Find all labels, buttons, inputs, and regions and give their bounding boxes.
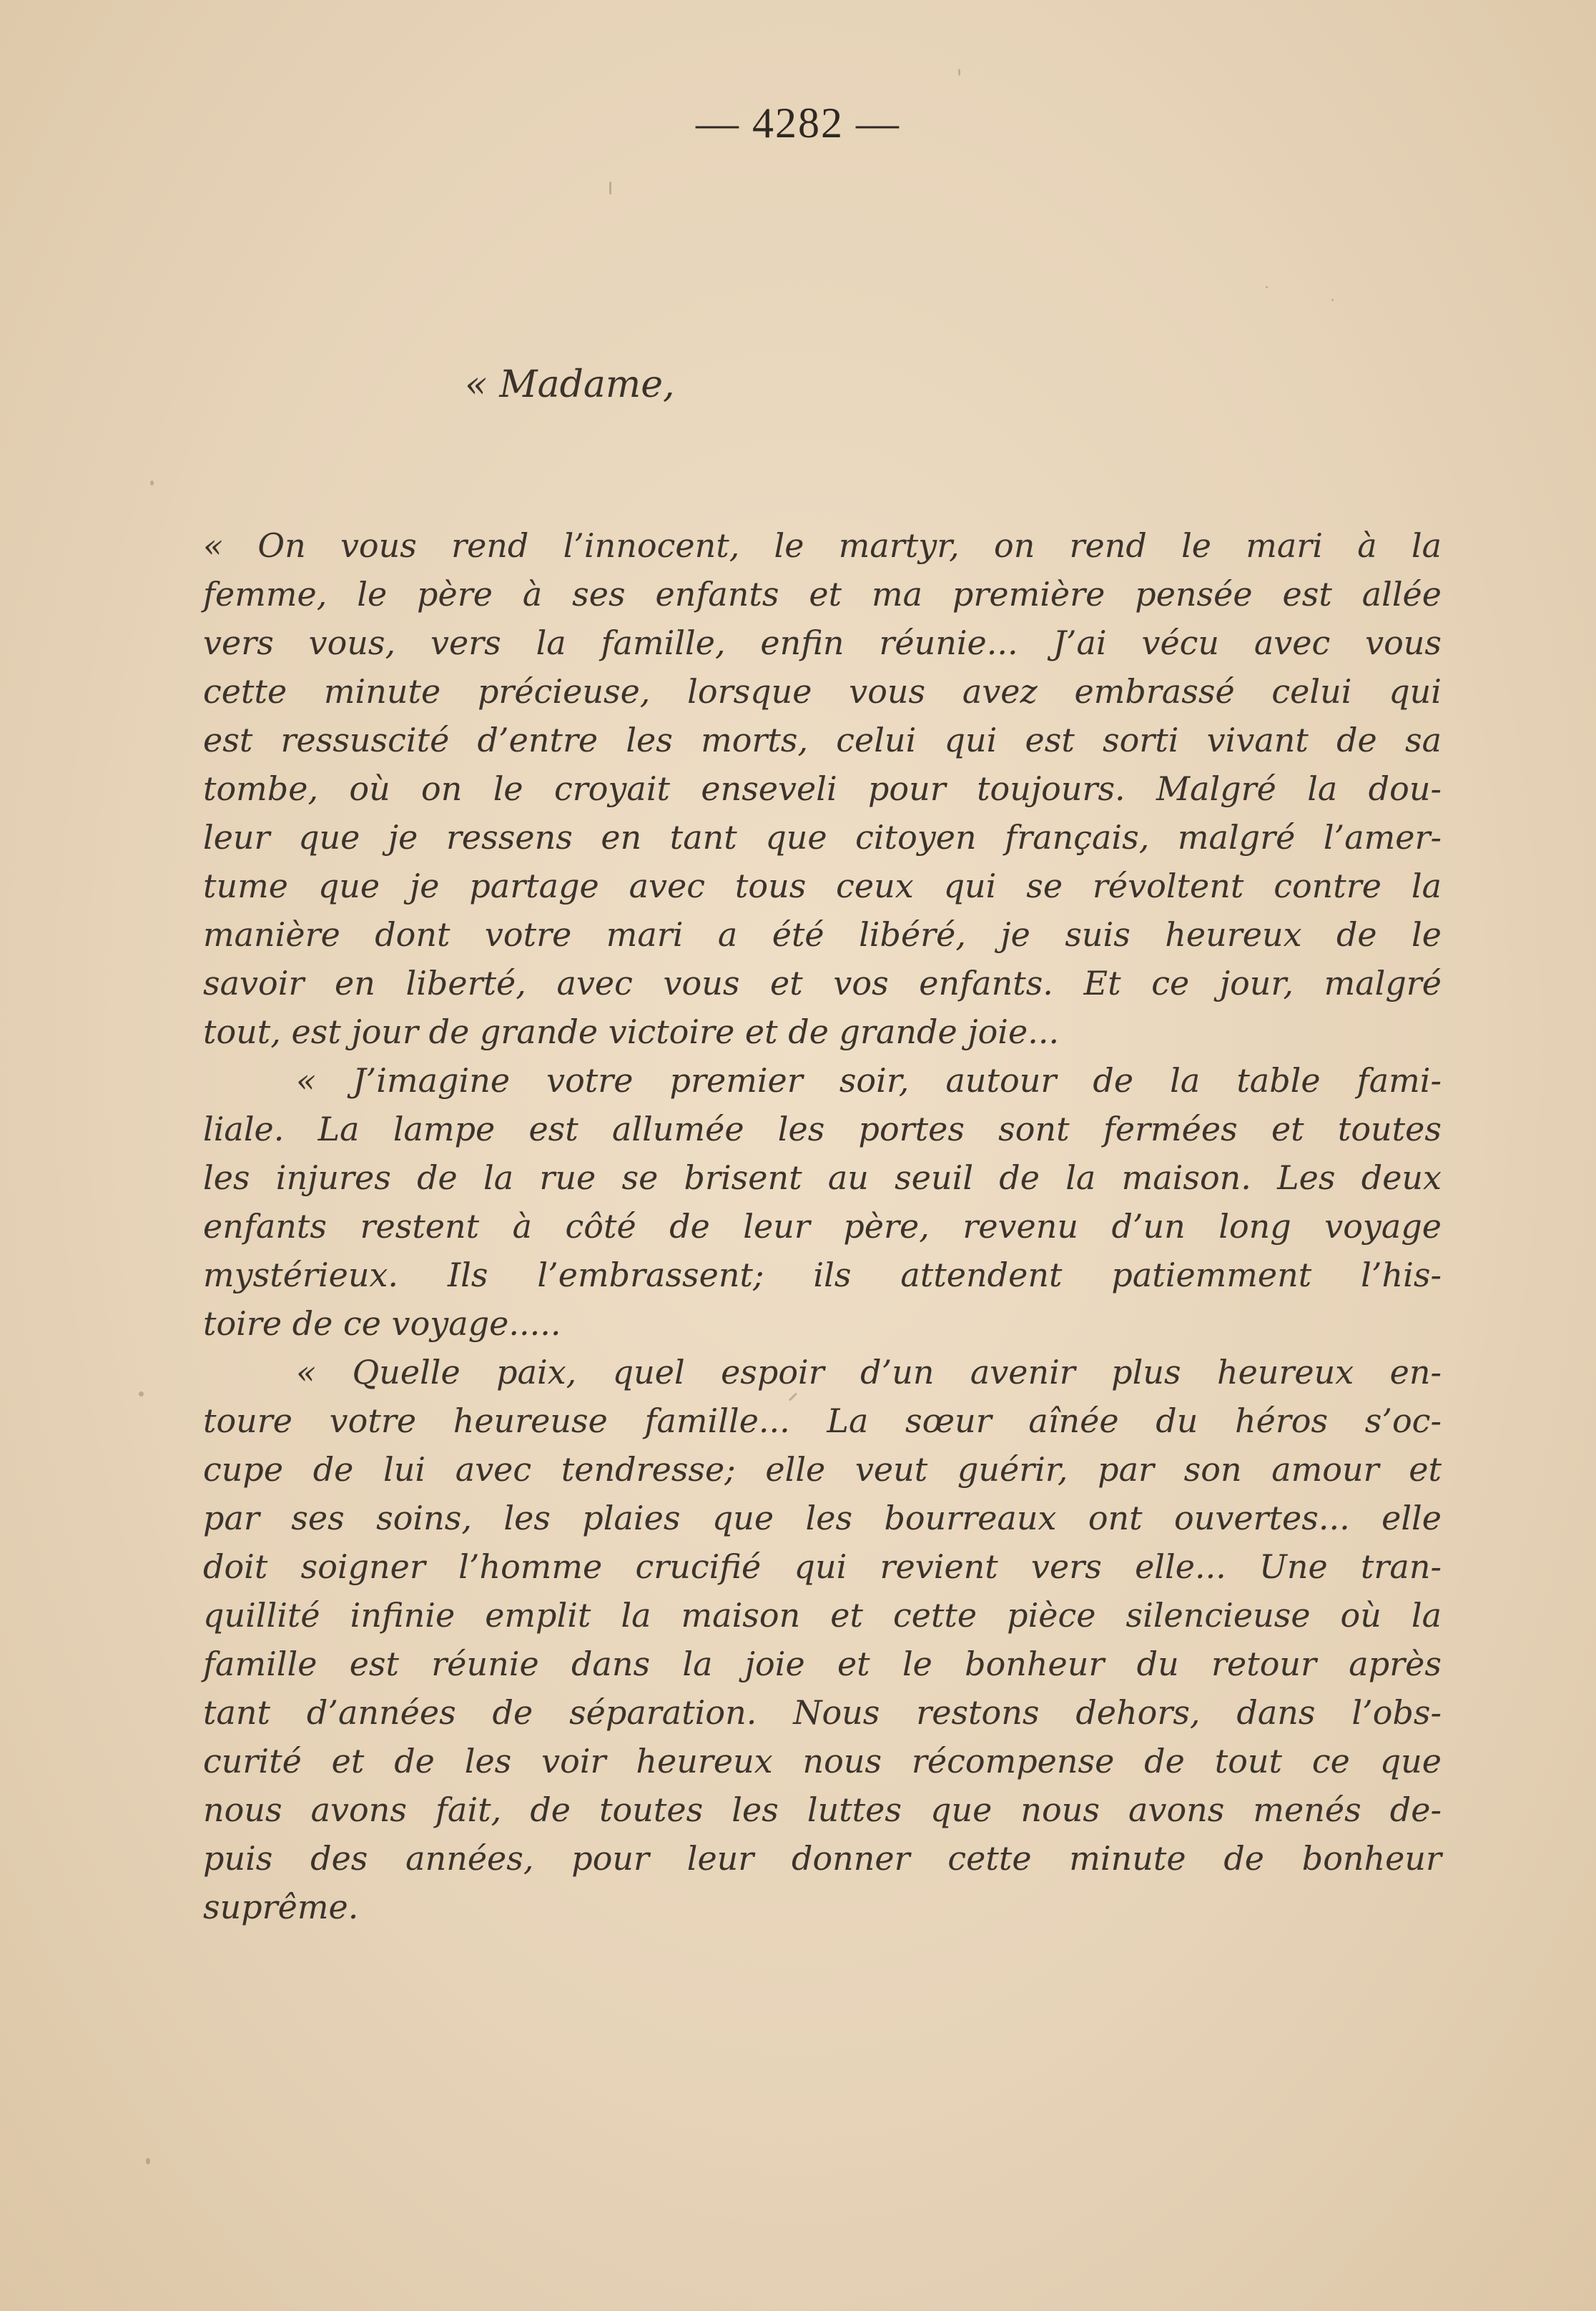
letter-line: tume que je partage avec tous ceux qui se révoltent contre la <box>203 867 1442 905</box>
letter-line: famille est réunie dans la joie et le bonheur du retour après <box>203 1645 1442 1683</box>
paper-speck <box>139 1391 144 1396</box>
letter-line: femme, le père à ses enfants et ma première pensée est allée <box>203 575 1442 614</box>
letter-line: tombe, où on le croyait enseveli pour toujours. Malgré la dou- <box>203 769 1442 808</box>
letter-line: toure votre heureuse famille... La sœur aînée du héros s’oc- <box>203 1401 1442 1440</box>
letter-line: « On vous rend l’innocent, le martyr, on rend le mari à la <box>203 526 1442 565</box>
letter-salutation: « Madame, <box>465 363 675 406</box>
letter-line: tant d’années de séparation. Nous restons dehors, dans l’obs- <box>203 1693 1442 1732</box>
letter-line: cupe de lui avec tendresse; elle veut guérir, par son amour et <box>203 1450 1442 1489</box>
letter-line: manière dont votre mari a été libéré, je suis heureux de le <box>203 915 1442 954</box>
paper-speck <box>146 2158 150 2164</box>
letter-line: « Quelle paix, quel espoir d’un avenir plus heureux en- <box>296 1353 1442 1391</box>
paper-speck <box>609 182 611 194</box>
letter-line: curité et de les voir heureux nous récompense de tout ce que <box>203 1742 1442 1780</box>
letter-line: « J’imagine votre premier soir, autour de la table fami- <box>296 1061 1442 1100</box>
letter-line: suprême. <box>203 1888 359 1926</box>
page-number: — 4282 — <box>696 99 900 147</box>
letter-line: savoir en liberté, avec vous et vos enfants. Et ce jour, malgré <box>203 964 1442 1002</box>
letter-line: enfants restent à côté de leur père, revenu d’un long voyage <box>203 1207 1442 1246</box>
letter-line: puis des années, pour leur donner cette minute de bonheur <box>203 1839 1442 1878</box>
letter-line: est ressuscité d’entre les morts, celui qui est sorti vivant de sa <box>203 721 1442 759</box>
letter-line: les injures de la rue se brisent au seuil de la maison. Les deux <box>203 1158 1442 1197</box>
letter-line: toire de ce voyage..... <box>203 1304 561 1343</box>
letter-line: quillité infinie emplit la maison et cette pièce silencieuse où la <box>203 1596 1442 1635</box>
letter-line: tout, est jour de grande victoire et de grande joie... <box>203 1012 1060 1051</box>
paper-speck <box>1331 299 1334 301</box>
paper-speck <box>1266 286 1268 288</box>
paper-speck <box>789 1392 797 1401</box>
paper-speck <box>958 69 960 76</box>
letter-line: par ses soins, les plaies que les bourreaux ont ouvertes... elle <box>203 1499 1442 1537</box>
letter-line: nous avons fait, de toutes les luttes que nous avons menés de- <box>203 1790 1442 1829</box>
letter-line: liale. La lampe est allumée les portes sont fermées et toutes <box>203 1110 1442 1148</box>
letter-line: doit soigner l’homme crucifié qui revient vers elle... Une tran- <box>203 1547 1442 1586</box>
letter-line: vers vous, vers la famille, enfin réunie... J’ai vécu avec vous <box>203 624 1442 662</box>
letter-line: mystérieux. Ils l’embrassent; ils attendent patiemment l’his- <box>203 1256 1442 1294</box>
paper-speck <box>150 481 154 486</box>
letter-line: cette minute précieuse, lorsque vous avez embrassé celui qui <box>203 672 1442 711</box>
letter-line: leur que je ressens en tant que citoyen français, malgré l’amer- <box>203 818 1442 857</box>
